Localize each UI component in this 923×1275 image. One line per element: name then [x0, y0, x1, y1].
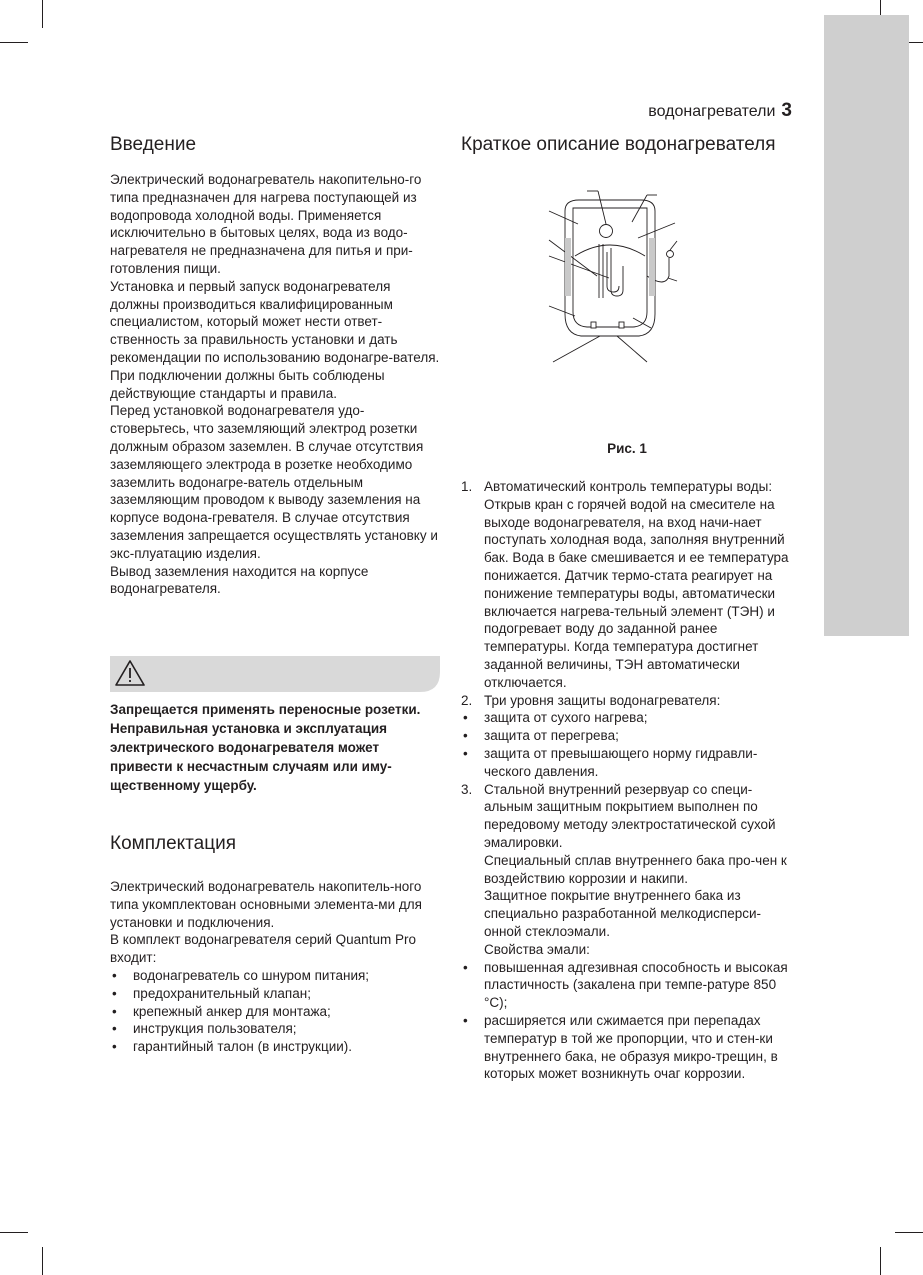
- intro-paragraph: Электрический водонагреватель накопительно-го типа предназначен для нагрева поступающей из водопровода холодной воды. Применяется исключительно в бытовых целях, вода из водо-нагревателя не предназначена для питья и при-готовления пищи.: [110, 172, 422, 276]
- intro-section: [110, 134, 440, 156]
- side-tab: [824, 15, 909, 636]
- crop-mark: [42, 1247, 43, 1275]
- running-head: [648, 100, 792, 122]
- item-text: Защитное покрытие внутреннего бака из специально разработанной мелкодисперси-онной стеклоэмали.: [484, 888, 762, 939]
- intro-paragraph: Установка и первый запуск водонагревателя должны производиться квалифицированным специалистом, который может нести ответ-ственность за правильность установки и дать рекомендации по использованию водонагре-вателя.: [110, 278, 440, 365]
- crop-mark: [0, 1232, 28, 1233]
- water-heater-diagram: [535, 186, 685, 370]
- kit-title: Комплектация: [110, 833, 237, 854]
- kit-body: [110, 878, 440, 1056]
- item-number: 1.: [461, 479, 473, 494]
- intro-body: [110, 171, 440, 598]
- crop-mark: [895, 1232, 923, 1233]
- warning-text: [110, 700, 440, 795]
- kit-paragraph: Электрический водонагреватель накопитель-ного типа укомплектован основными элемента-ми для установки и подключения.: [110, 879, 422, 930]
- warning-line: Неправильная установка и эксплуатация электрического водонагревателя может привести к несчастным случаям или иму-щественному ущербу.: [110, 721, 392, 793]
- section-name: водонагреватели: [648, 103, 776, 120]
- list-item: • повышенная адгезивная способность и высокая пластичность (закалена при темпе-ратуре 850 °C);: [461, 959, 793, 1012]
- description-list-continued: [461, 781, 793, 959]
- intro-paragraph: При подключении должны быть соблюдены действующие стандарты и правила.: [110, 367, 385, 401]
- list-item: • крепежный анкер для монтажа;: [110, 1003, 440, 1021]
- warning-bar-fill: [110, 656, 440, 692]
- list-item: [461, 692, 793, 710]
- list-item: • водонагреватель со шнуром питания;: [110, 967, 440, 985]
- list-item: • гарантийный талон (в инструкции).: [110, 1038, 440, 1056]
- enamel-properties-list: [461, 959, 793, 1084]
- list-item: • защита от сухого нагрева;: [461, 709, 793, 727]
- description-title: Краткое описание водонагревателя: [461, 134, 776, 155]
- list-item: [461, 781, 793, 959]
- crop-mark: [42, 0, 43, 28]
- page-number: 3: [781, 100, 792, 121]
- kit-paragraph: В комплект водонагревателя серий Quantum Pro входит:: [110, 932, 416, 966]
- list-item: • предохранительный клапан;: [110, 985, 440, 1003]
- list-item: • защита от перегрева;: [461, 727, 793, 745]
- item-number: 2.: [461, 692, 473, 708]
- list-item: • защита от превышающего норму гидравли-ческого давления.: [461, 745, 793, 781]
- kit-section: [110, 833, 440, 855]
- intro-paragraph: Вывод заземления находится на корпусе водонагревателя.: [110, 563, 369, 597]
- item-heading: Стальной внутренний резервуар со специ-альным защитным покрытием выполнен по передовому методу электростатической сухой эмалировки.: [484, 781, 776, 850]
- list-item: [461, 478, 793, 692]
- intro-paragraph: Перед установкой водонагревателя удо-стоверьтесь, что заземляющий электрод розетки должным образом заземлен. В случае отсутствия заземляющего электрода в розетке необходимо заземлить водонагре-ватель отдельным заземляющим проводом к выводу заземления на корпусе водона-гревателя. В случае отсутствия заземления запрещается осуществлять установку и экс-плуатацию изделия.: [110, 403, 438, 561]
- warning-line: Запрещается применять переносные розетки.: [110, 702, 421, 717]
- crop-mark: [0, 42, 28, 43]
- item-text: Открыв кран с горячей водой на смесителе на выходе водонагревателя, на вход начи-нает поступать холодная вода, заполняя внутренний бак. Вода в баке смешивается и ее температура понижается. Датчик термо-стата реагирует на понижение температуры воды, автоматически включается нагрева-тельный элемент (ТЭН) и подогревает воду до заданной ранее температуры. Когда температура достигнет заданной величины, ТЭН автоматически отключается.: [484, 496, 789, 690]
- item-text: Свойства эмали:: [484, 941, 590, 957]
- item-text: Специальный сплав внутреннего бака про-чен к воздействию коррозии и накипи.: [484, 852, 787, 886]
- crop-mark: [880, 1247, 881, 1275]
- item-heading: Автоматический контроль температуры воды:: [484, 479, 773, 494]
- list-item: • инструкция пользователя;: [110, 1020, 440, 1038]
- protection-list: [461, 709, 793, 780]
- item-heading: Три уровня защиты водонагревателя:: [484, 692, 721, 708]
- intro-title: Введение: [110, 134, 197, 155]
- kit-list: [110, 967, 440, 1056]
- description-list: [461, 478, 793, 709]
- description-body: [461, 478, 793, 1083]
- figure-caption: Рис. 1: [607, 441, 647, 456]
- description-section: [461, 134, 793, 156]
- list-item: • расширяется или сжимается при перепадах температур в той же пропорции, что и стен-ки внутреннего бака, не образуя микро-трещин, в которых может возникнуть очаг коррозии.: [461, 1012, 793, 1083]
- item-number: 3.: [461, 781, 473, 797]
- warning-bar: [110, 656, 440, 692]
